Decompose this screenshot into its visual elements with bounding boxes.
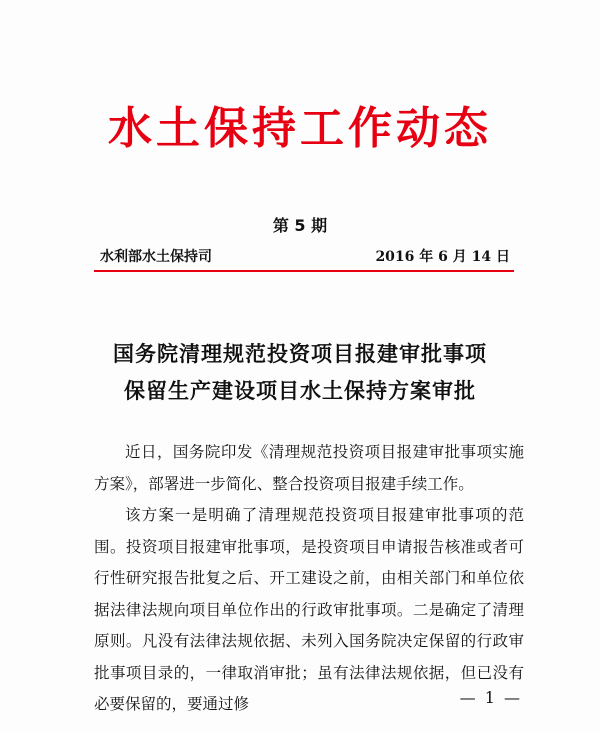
article-body <box>94 437 524 721</box>
paragraph: 该方案一是明确了清理规范投资项目报建审批事项的范围。投资项目报建审批事项，是投资项目申请报告核准或者可行性研究报告批复之后、开工建设之前，由相关部门和单位依据法律法规向项目单位作出的行政审批事项。二是确定了清理原则。凡没有法律法规依据、未列入国务院决定保留的行政审批事项目录的，一律取消审批；虽有法律法规依据，但已没有必要保留的，要通过修 <box>94 506 524 713</box>
article-title-line-2: 保留生产建设项目水土保持方案审批 <box>124 379 476 403</box>
masthead-divider <box>94 270 514 272</box>
publisher: 水利部水土保持司 <box>100 249 212 265</box>
page-number: — 1 — <box>459 688 522 707</box>
publication-meta <box>100 246 510 266</box>
paragraph: 近日，国务院印发《清理规范投资项目报建审批事项实施方案》，部署进一步简化、整合投资项目报建手续工作。 <box>94 443 524 493</box>
issue-number: 第 5 期 <box>272 216 328 235</box>
publication-date: 2016 年 6 月 14 日 <box>375 249 510 265</box>
masthead-title: 水土保持工作动态 <box>108 103 492 154</box>
article-title-line-1: 国务院清理规范投资项目报建审批事项 <box>113 342 487 366</box>
